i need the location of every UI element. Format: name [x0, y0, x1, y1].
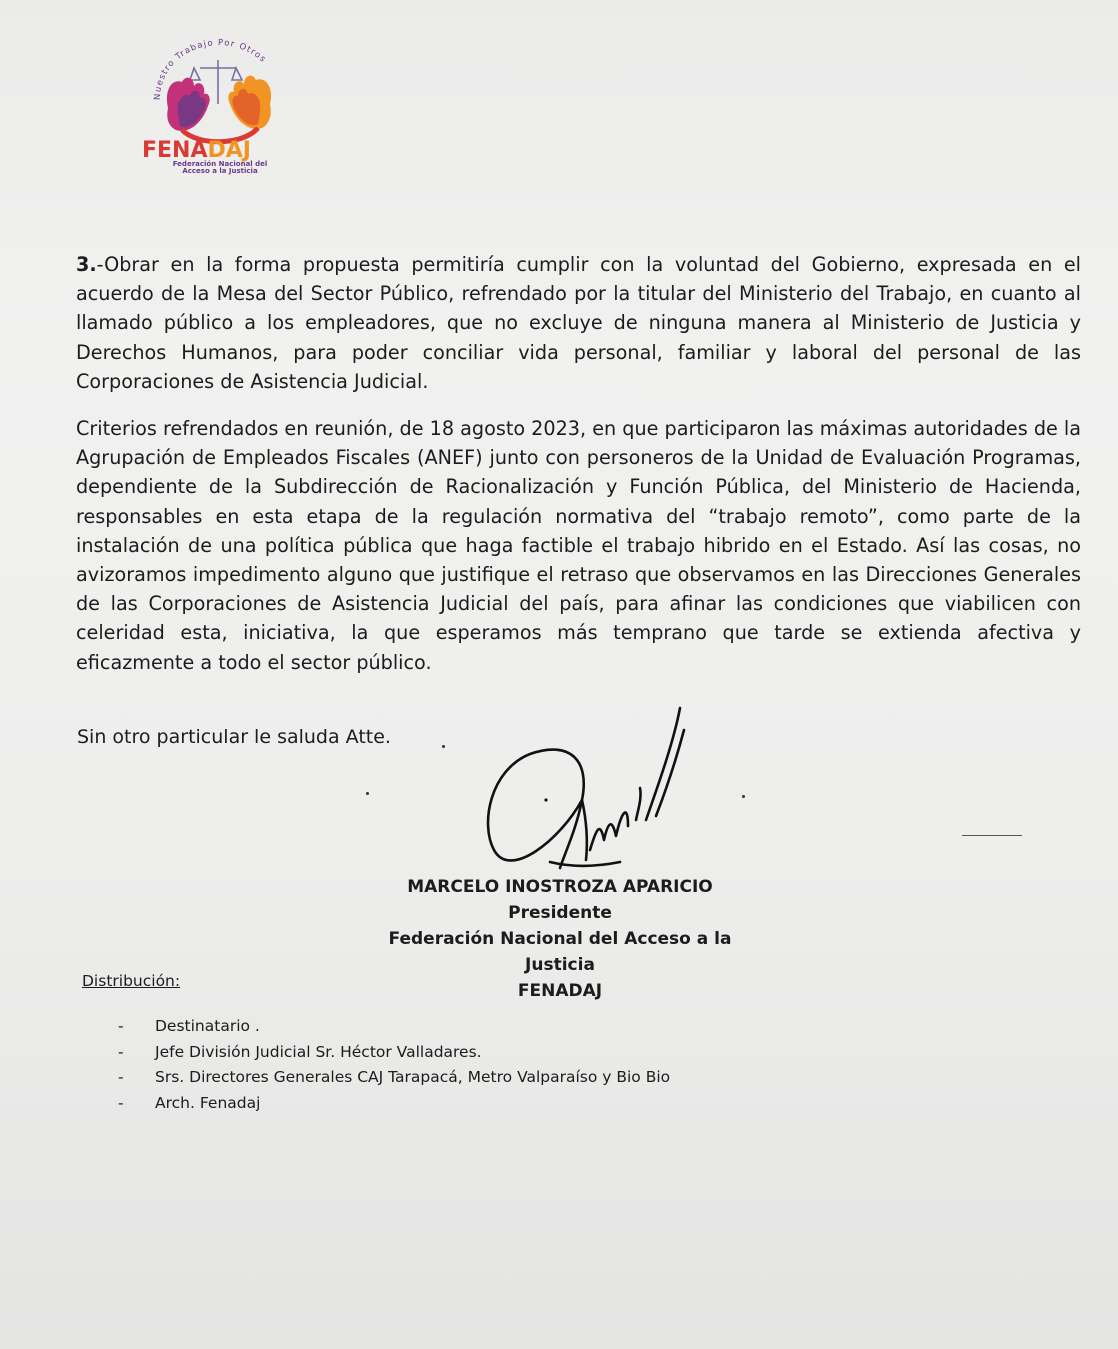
paper-speck	[442, 745, 445, 748]
stray-mark	[962, 835, 1022, 836]
distribution-list	[118, 1014, 670, 1116]
distribution-item	[118, 1091, 670, 1117]
distribution-item	[118, 1040, 670, 1066]
logo-name-orange: DAJ	[207, 138, 251, 163]
signatory-name: MARCELO INOSTROZA APARICIO	[407, 877, 713, 897]
paragraph-3	[76, 250, 1081, 396]
paper-speck	[366, 792, 369, 795]
distribution-item	[118, 1014, 670, 1040]
list-dash: -	[118, 1093, 124, 1112]
closing-line: Sin otro particular le saluda Atte.	[77, 726, 391, 748]
list-dash: -	[118, 1017, 124, 1035]
distribution-title: Distribución:	[82, 972, 181, 990]
fenadaj-logo	[138, 38, 303, 178]
distribution-item	[118, 1065, 670, 1091]
distribution-item-text: Jefe División Judicial Sr. Héctor Valladares.	[155, 1042, 482, 1061]
signatory-organization: Federación Nacional del Acceso a la Justicia	[388, 929, 732, 975]
signatory-block	[360, 874, 760, 1004]
signatory-role: Presidente	[508, 903, 612, 923]
handwritten-signature	[470, 700, 710, 880]
logo-arc-text: Nuestro Trabajo Por Otros	[152, 38, 269, 101]
logo-subtitle-line1: Federación Nacional del	[172, 160, 268, 168]
logo-subtitle-line2: Acceso a la Justicia	[182, 167, 258, 175]
signatory-acronym: FENADAJ	[517, 981, 603, 1001]
list-dash: -	[118, 1068, 124, 1086]
logo-name-red: FENA	[142, 138, 208, 163]
paragraph-criterios: Criterios refrendados en reunión, de 18 agosto 2023, en que participaron las máximas autoridades de la Agrupación de Empleados Fiscales (ANEF) junto con personeros de la Unidad de Evaluación Programas, dependiente de la Subdirección de Racionalización y Función Pública, del Ministerio de Hacienda, responsables en esta etapa de la regulación normativa del “trabajo remoto”, como parte de la instalación de una política pública que haga factible el trabajo hibrido en el Estado. Así las cosas, no avizoramos impedimento alguno que justifique el retraso que observamos en las Direcciones Generales de las Corporaciones de Asistencia Judicial del país, para afinar las condiciones que viabilicen con celeridad esta, iniciativa, la que esperamos más temprano que tarde se extienda afectiva y eficazmente a todo el sector público.	[76, 417, 1081, 674]
distribution-item-text: Srs. Directores Generales CAJ Tarapacá, Metro Valparaíso y Bio Bio	[155, 1068, 671, 1086]
paragraph-3-text: -Obrar en la forma propuesta permitiría cumplir con la voluntad del Gobierno, expresada en el acuerdo de la Mesa del Sector Público, refrendado por la titular del Ministerio del Trabajo, en cuanto al llamado público a los empleadores, que no excluye de ninguna manera al Ministerio de Justicia y Derechos Humanos, para poder conciliar vida personal, familiar y laboral del personal de las Corporaciones de Asistencia Judicial.	[76, 253, 1081, 393]
distribution-item-text: Arch. Fenadaj	[155, 1093, 261, 1112]
paragraph-number: 3.	[76, 253, 97, 276]
distribution-item-text: Destinatario .	[155, 1017, 260, 1035]
paper-speck	[742, 795, 745, 798]
list-dash: -	[118, 1042, 124, 1061]
